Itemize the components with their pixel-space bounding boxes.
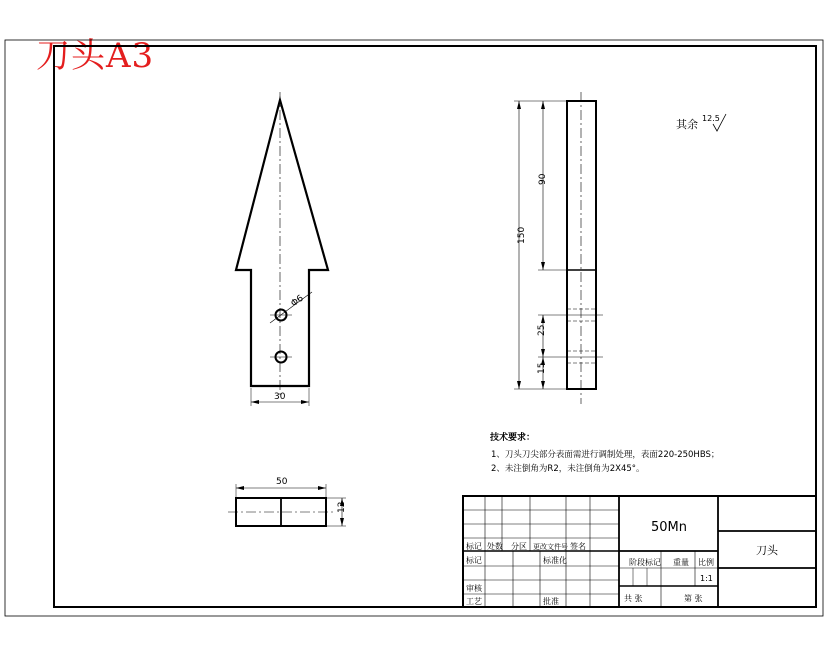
width-arrow-left <box>251 400 259 404</box>
technical-requirements <box>489 431 719 474</box>
outer-frame <box>5 40 823 616</box>
front-view <box>236 92 328 406</box>
side-body <box>567 101 596 389</box>
tb-label-count: 处数 <box>487 542 503 551</box>
tb-label-process: 工艺 <box>466 597 482 606</box>
tb-scale: 1:1 <box>700 574 713 583</box>
tb-label-standardization: 标准化 <box>543 556 567 565</box>
tb-label-weight: 重量 <box>673 558 689 567</box>
drawing-title: 刀头A3 <box>36 36 155 76</box>
hole-offset-label: 15 <box>537 362 547 374</box>
upper-part-label: 90 <box>538 173 548 185</box>
tech-req-heading: 技术要求： <box>490 433 536 443</box>
surface-roughness-note <box>676 114 726 131</box>
tech-req-item-2: 2、未注倒角为R2，未注倒角为2X45°。 <box>491 464 645 474</box>
title-block <box>463 496 816 607</box>
tb-label-review: 审核 <box>466 584 482 593</box>
surface-note-value: 12.5 <box>702 114 720 123</box>
tb-material: 50Mn <box>651 520 687 535</box>
tb-label-signature: 签名 <box>570 542 586 551</box>
tb-label-change-doc: 更改文件号 <box>533 543 568 551</box>
dim-25-arrow-top <box>541 315 545 323</box>
top-view <box>228 477 347 526</box>
tb-label-mark: 标记 <box>466 542 482 551</box>
dim-50-arrow-right <box>318 486 326 490</box>
dim-50-arrow-left <box>236 486 244 490</box>
tb-label-sheet: 第 张 <box>684 594 703 603</box>
drawing-border <box>54 46 816 607</box>
dim-12-arrow-bot <box>340 518 344 526</box>
hole-diameter-label: Φ6 <box>289 293 306 310</box>
dim-150-arrow-top <box>517 101 521 109</box>
side-view <box>514 92 603 404</box>
tb-label-stage-mark: 阶段标记 <box>629 558 661 567</box>
dim-90-arrow-bot <box>541 262 545 270</box>
blade-outline <box>236 100 328 386</box>
tb-label-ratio: 比例 <box>698 558 714 567</box>
width-bottom-label: 30 <box>274 392 286 402</box>
dim-15-arrow-bot <box>541 381 545 389</box>
tb-label-approve: 批准 <box>543 597 559 606</box>
tech-req-item-1: 1、刀头刀尖部分表面需进行调制处理，表面220-250HBS； <box>491 450 720 460</box>
tb-part-name: 刀头 <box>756 544 778 557</box>
hole-leader <box>270 292 312 323</box>
dim-150-arrow-bot <box>517 381 521 389</box>
tb-label-design: 标记 <box>466 556 482 565</box>
dim-25-arrow-bot <box>541 349 545 357</box>
hole-spacing-label: 25 <box>537 324 547 336</box>
top-view-thickness-label: 12 <box>337 501 347 513</box>
total-height-label: 150 <box>517 226 527 244</box>
tb-label-zone: 分区 <box>511 542 527 551</box>
top-view-width-label: 50 <box>276 477 288 487</box>
surface-note-text: 其余 <box>676 118 698 131</box>
dim-90-arrow-top <box>541 101 545 109</box>
width-arrow-right <box>301 400 309 404</box>
tb-label-total: 共 张 <box>624 594 643 603</box>
